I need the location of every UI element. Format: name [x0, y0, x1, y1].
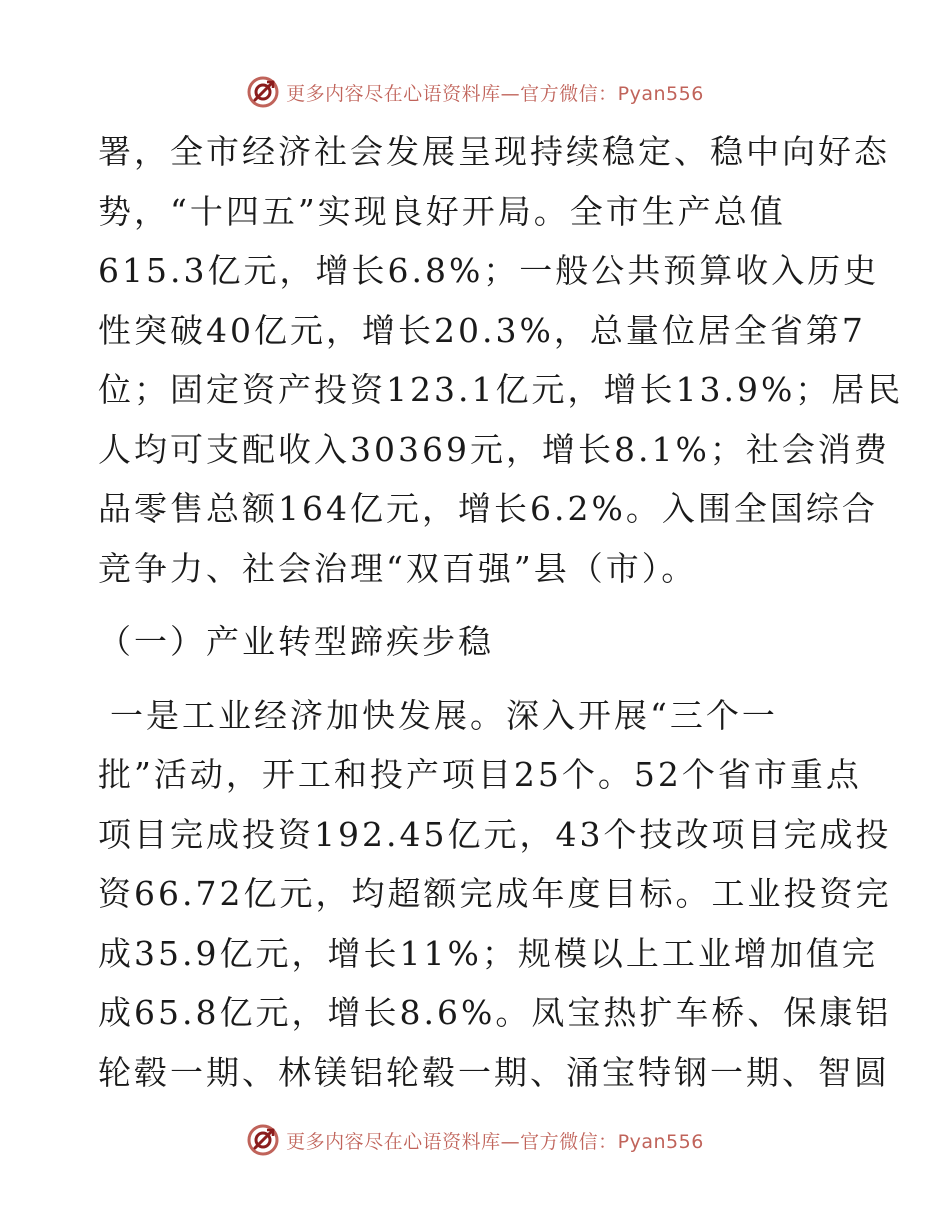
- watermark-text: 更多内容尽在心语资料库—官方微信：Pyan556: [286, 1130, 704, 1153]
- document-body: [98, 122, 904, 1102]
- body-line: 位；固定资产投资123.1亿元，增长13.9%；居民: [98, 370, 904, 409]
- watermark-text: 更多内容尽在心语资料库—官方微信：Pyan556: [286, 82, 704, 105]
- body-line: 竞争力、社会治理“双百强”县（市）。: [98, 548, 698, 588]
- section-line: 项目完成投资192.45亿元，43个技改项目完成投: [98, 814, 892, 854]
- section-line: 批”活动，开工和投产项目25个。52个省市重点: [98, 755, 862, 794]
- section-line: 资66.72亿元，均超额完成年度目标。工业投资完: [98, 874, 892, 913]
- section-line: 成65.8亿元，增长8.6%。凤宝热扩车桥、保康铝: [98, 993, 892, 1032]
- section-line: 成35.9亿元，增长11%；规模以上工业增加值完: [98, 933, 878, 973]
- watermark-header: [0, 72, 950, 112]
- body-line: 615.3亿元，增长6.8%；一般公共预算收入历史: [98, 251, 880, 290]
- watermark-footer: [0, 1120, 950, 1160]
- section-heading: （一）产业转型蹄疾步稳: [98, 622, 494, 661]
- body-line: 性突破40亿元，增长20.3%，总量位居全省第7: [98, 310, 866, 350]
- body-line: 署，全市经济社会发展呈现持续稳定、稳中向好态: [98, 132, 890, 171]
- body-line: 品零售总额164亿元，增长6.2%。入围全国综合: [98, 489, 878, 528]
- body-line: 势，“十四五”实现良好开局。全市生产总值: [98, 191, 786, 231]
- section-line: 一是工业经济加快发展。深入开展“三个一: [110, 695, 778, 735]
- body-line: 人均可支配收入30369元，增长8.1%；社会消费: [98, 429, 890, 469]
- section-line: 轮毂一期、林镁铝轮毂一期、涌宝特钢一期、智圆: [98, 1052, 890, 1092]
- logo-icon: [246, 75, 280, 109]
- logo-icon: [246, 1123, 280, 1157]
